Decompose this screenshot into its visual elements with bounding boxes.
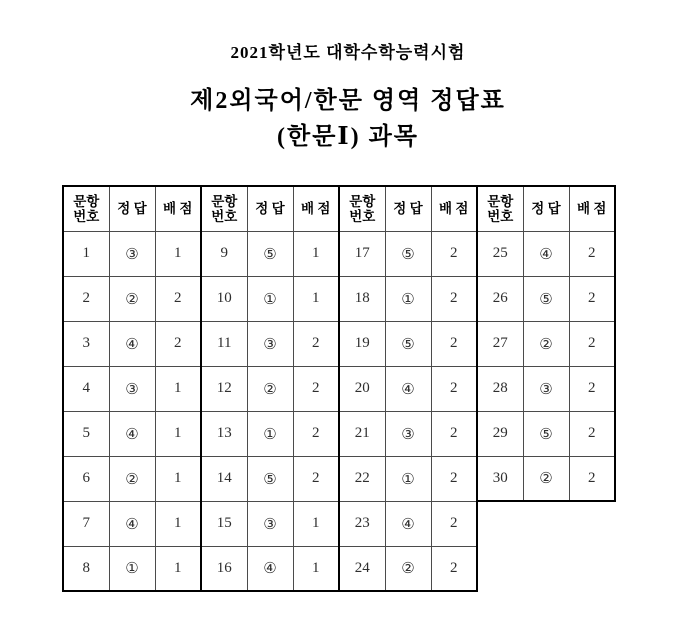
points-cell: 2 bbox=[431, 231, 477, 276]
answer-cell: ④ bbox=[109, 321, 155, 366]
answer-cell: ⑤ bbox=[523, 411, 569, 456]
answer-cell: ② bbox=[109, 456, 155, 501]
question-number: 21 bbox=[339, 411, 385, 456]
answer-cell: ② bbox=[109, 276, 155, 321]
points-cell: 2 bbox=[569, 276, 615, 321]
answer-cell: ⑤ bbox=[523, 276, 569, 321]
question-number: 27 bbox=[477, 321, 523, 366]
points-cell: 2 bbox=[155, 321, 201, 366]
col-header-question-line1: 문항 bbox=[349, 193, 376, 209]
question-number: 22 bbox=[339, 456, 385, 501]
col-header-points: 배 점 bbox=[431, 186, 477, 231]
question-number: 14 bbox=[201, 456, 247, 501]
answer-cell: ③ bbox=[385, 411, 431, 456]
col-header-question-no bbox=[63, 186, 109, 231]
table-row bbox=[63, 366, 615, 411]
question-number: 24 bbox=[339, 546, 385, 591]
answer-cell: ② bbox=[523, 456, 569, 501]
answer-cell: ② bbox=[523, 321, 569, 366]
points-cell: 2 bbox=[569, 321, 615, 366]
points-cell: 1 bbox=[155, 366, 201, 411]
col-header-question-no bbox=[477, 186, 523, 231]
points-cell: 1 bbox=[293, 276, 339, 321]
answer-cell: ⑤ bbox=[385, 321, 431, 366]
col-header-question-line1: 문항 bbox=[211, 193, 238, 209]
points-cell: 2 bbox=[293, 456, 339, 501]
col-header-points: 배 점 bbox=[293, 186, 339, 231]
table-row bbox=[63, 501, 615, 546]
points-cell: 2 bbox=[431, 546, 477, 591]
answer-cell: ④ bbox=[385, 366, 431, 411]
answer-cell: ④ bbox=[109, 411, 155, 456]
points-cell: 2 bbox=[431, 366, 477, 411]
table-row bbox=[63, 411, 615, 456]
points-cell: 2 bbox=[155, 276, 201, 321]
col-header-question-line2: 번호 bbox=[73, 208, 100, 224]
question-number: 23 bbox=[339, 501, 385, 546]
points-cell: 1 bbox=[155, 456, 201, 501]
col-header-answer: 정 답 bbox=[109, 186, 155, 231]
points-cell: 1 bbox=[155, 501, 201, 546]
answer-cell: ④ bbox=[109, 501, 155, 546]
answer-key-table bbox=[62, 185, 616, 592]
question-number: 9 bbox=[201, 231, 247, 276]
col-header-question-line2: 번호 bbox=[349, 208, 376, 224]
answer-cell: ② bbox=[247, 366, 293, 411]
table-row bbox=[63, 231, 615, 276]
question-number: 25 bbox=[477, 231, 523, 276]
question-number: 20 bbox=[339, 366, 385, 411]
answer-cell: ① bbox=[385, 276, 431, 321]
question-number: 5 bbox=[63, 411, 109, 456]
answer-cell: ③ bbox=[109, 231, 155, 276]
exam-title: 2021학년도 대학수학능력시험 bbox=[230, 43, 466, 62]
points-cell: 2 bbox=[431, 501, 477, 546]
question-number: 29 bbox=[477, 411, 523, 456]
answer-table-title: 제2외국어/한문 영역 정답표 bbox=[190, 88, 506, 114]
points-cell: 2 bbox=[293, 366, 339, 411]
col-header-question-line1: 문항 bbox=[487, 193, 514, 209]
answer-cell: ① bbox=[109, 546, 155, 591]
question-number: 2 bbox=[63, 276, 109, 321]
points-cell: 2 bbox=[569, 366, 615, 411]
question-number: 11 bbox=[201, 321, 247, 366]
question-number: 8 bbox=[63, 546, 109, 591]
answer-cell: ④ bbox=[523, 231, 569, 276]
question-number: 4 bbox=[63, 366, 109, 411]
answer-cell: ④ bbox=[247, 546, 293, 591]
col-header-answer: 정 답 bbox=[247, 186, 293, 231]
answer-cell: ④ bbox=[385, 501, 431, 546]
points-cell: 2 bbox=[293, 321, 339, 366]
answer-cell: ⑤ bbox=[247, 231, 293, 276]
table-row bbox=[63, 321, 615, 366]
points-cell: 1 bbox=[155, 546, 201, 591]
answer-cell: ③ bbox=[109, 366, 155, 411]
answer-cell: ① bbox=[385, 456, 431, 501]
col-header-question-line2: 번호 bbox=[211, 208, 238, 224]
answer-cell: ② bbox=[385, 546, 431, 591]
answer-cell: ① bbox=[247, 276, 293, 321]
answer-cell: ⑤ bbox=[385, 231, 431, 276]
points-cell: 1 bbox=[293, 546, 339, 591]
col-header-question-no bbox=[339, 186, 385, 231]
question-number: 26 bbox=[477, 276, 523, 321]
answer-cell: ① bbox=[247, 411, 293, 456]
subject-name: (한문Ⅰ) 과목 bbox=[277, 124, 419, 150]
points-cell: 2 bbox=[569, 231, 615, 276]
question-number: 28 bbox=[477, 366, 523, 411]
points-cell: 2 bbox=[431, 276, 477, 321]
answer-cell: ③ bbox=[247, 501, 293, 546]
table-row bbox=[63, 546, 615, 591]
table-row bbox=[63, 456, 615, 501]
points-cell: 2 bbox=[431, 411, 477, 456]
question-number: 13 bbox=[201, 411, 247, 456]
answer-cell: ⑤ bbox=[247, 456, 293, 501]
answer-cell: ③ bbox=[523, 366, 569, 411]
col-header-question-no bbox=[201, 186, 247, 231]
col-header-question-line1: 문항 bbox=[73, 193, 100, 209]
points-cell: 1 bbox=[155, 231, 201, 276]
points-cell: 1 bbox=[293, 501, 339, 546]
points-cell: 2 bbox=[569, 411, 615, 456]
question-number: 15 bbox=[201, 501, 247, 546]
question-number: 30 bbox=[477, 456, 523, 501]
points-cell: 1 bbox=[293, 231, 339, 276]
question-number: 3 bbox=[63, 321, 109, 366]
question-number: 16 bbox=[201, 546, 247, 591]
points-cell: 2 bbox=[431, 321, 477, 366]
question-number: 19 bbox=[339, 321, 385, 366]
col-header-answer: 정 답 bbox=[523, 186, 569, 231]
question-number: 7 bbox=[63, 501, 109, 546]
question-number: 6 bbox=[63, 456, 109, 501]
points-cell: 2 bbox=[431, 456, 477, 501]
question-number: 17 bbox=[339, 231, 385, 276]
table-row bbox=[63, 276, 615, 321]
question-number: 10 bbox=[201, 276, 247, 321]
points-cell: 2 bbox=[569, 456, 615, 501]
answer-cell: ③ bbox=[247, 321, 293, 366]
col-header-points: 배 점 bbox=[569, 186, 615, 231]
col-header-answer: 정 답 bbox=[385, 186, 431, 231]
col-header-points: 배 점 bbox=[155, 186, 201, 231]
col-header-question-line2: 번호 bbox=[487, 208, 514, 224]
question-number: 1 bbox=[63, 231, 109, 276]
header-row bbox=[63, 186, 615, 231]
question-number: 18 bbox=[339, 276, 385, 321]
question-number: 12 bbox=[201, 366, 247, 411]
points-cell: 2 bbox=[293, 411, 339, 456]
points-cell: 1 bbox=[155, 411, 201, 456]
